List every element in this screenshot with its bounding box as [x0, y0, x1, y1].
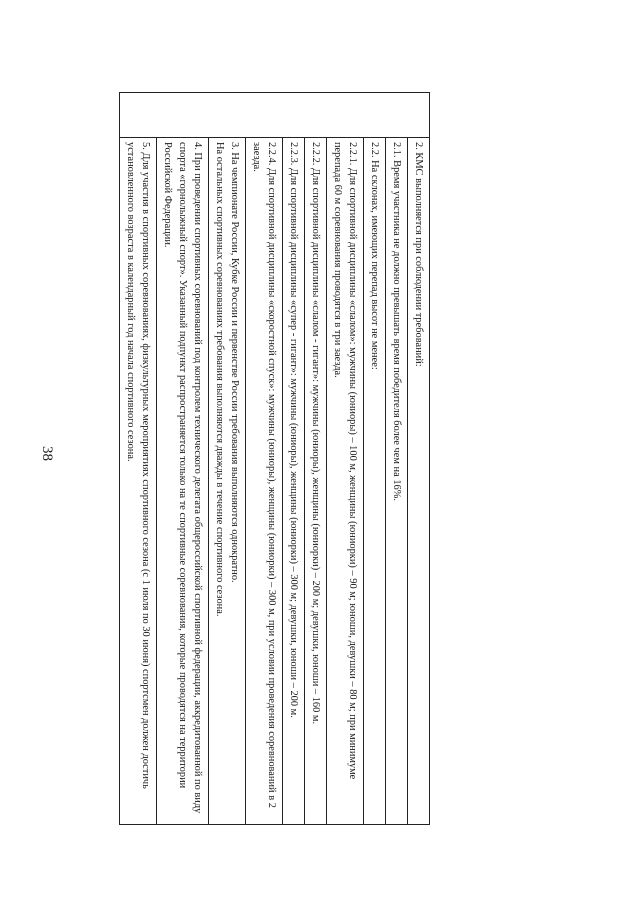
empty-column-cell	[327, 93, 364, 138]
requirement-text: На остальных спортивных соревнованиях требования выполняются дважды в течение спортивного сезона.	[214, 142, 225, 617]
table-row	[327, 93, 364, 825]
page-number: 38	[39, 446, 55, 461]
requirement-text: 5. Для участия в спортивных соревнованиях, физкультурных мероприятиях спортивного сезона (с 1 июля по 30 июня) спортсмен должен достичь установленного возраста в календарный год начала спортивного сезона.	[125, 142, 151, 789]
empty-column-cell	[283, 93, 305, 138]
requirement-cell	[120, 138, 157, 825]
requirement-cell	[246, 138, 283, 825]
requirement-cell	[386, 138, 408, 825]
table-row	[209, 93, 246, 825]
requirement-cell	[408, 138, 430, 825]
empty-column-cell	[157, 93, 209, 138]
requirement-text: 2.2.2. Для спортивной дисциплины «слалом - гигант»: мужчины (юниоры), женщины (юниорки) – 200 м; девушки, юноши – 160 м.	[310, 142, 321, 725]
requirement-cell	[157, 138, 209, 825]
table-row	[283, 93, 305, 825]
table-row	[157, 93, 209, 825]
empty-column-cell	[120, 93, 157, 138]
requirements-table	[119, 92, 430, 825]
requirement-cell	[327, 138, 364, 825]
requirement-cell	[209, 138, 246, 825]
empty-column-cell	[305, 93, 327, 138]
requirement-cell	[305, 138, 327, 825]
requirements-table-page	[62, 92, 430, 825]
table-row	[120, 93, 157, 825]
requirement-cell	[283, 138, 305, 825]
requirement-text: 4. При проведении спортивных соревнований под контролем технического делегата общероссийской спортивной федерации, аккредитованной по виду спорта «горнолыжный спорт». Указанный подпункт распространяется только на те спортивные соревнования, которые проводятся на территории Российской Федерации.	[162, 142, 203, 814]
requirement-text: 2.2.1. Для спортивной дисциплины «слалом»: мужчины (юниоры) – 100 м, женщины (юниорки) – 90 м; юноши, девушки – 80 м; при минимуме перепада 60 м соревнования проводятся в три заезда.	[332, 142, 358, 780]
requirement-cell	[364, 138, 386, 825]
empty-column-cell	[246, 93, 283, 138]
empty-column-cell	[364, 93, 386, 138]
requirement-text: 2.2.3. Для спортивной дисциплины «супер - гигант»: мужчины (юниоры), женщины (юниорки) – 300 м; девушки, юноши – 200 м.	[288, 142, 299, 718]
empty-column-cell	[408, 93, 430, 138]
table-row	[305, 93, 327, 825]
table-row	[246, 93, 283, 825]
table-row	[386, 93, 408, 825]
empty-column-cell	[209, 93, 246, 138]
table-row	[364, 93, 386, 825]
requirement-text: 2.2.4. Для спортивной дисциплины «скоростной спуск»: мужчины (юниоры), женщины (юниорки) – 300 м, при условии проведения соревнований в 2 заезда.	[251, 142, 277, 808]
requirement-text: 2.1. Время участника не должно превышать время победителя более чем на 16%.	[391, 142, 402, 501]
requirement-text: 3. На чемпионате России, Кубке России и первенстве России требования выполняются однократно.	[229, 142, 240, 583]
empty-column-cell	[386, 93, 408, 138]
requirement-text: 2.2. На склонах, имеющих перепад высот не менее:	[369, 142, 380, 370]
table-row	[408, 93, 430, 825]
requirement-text: 2. КМС выполняется при соблюдении требований:	[413, 142, 424, 367]
